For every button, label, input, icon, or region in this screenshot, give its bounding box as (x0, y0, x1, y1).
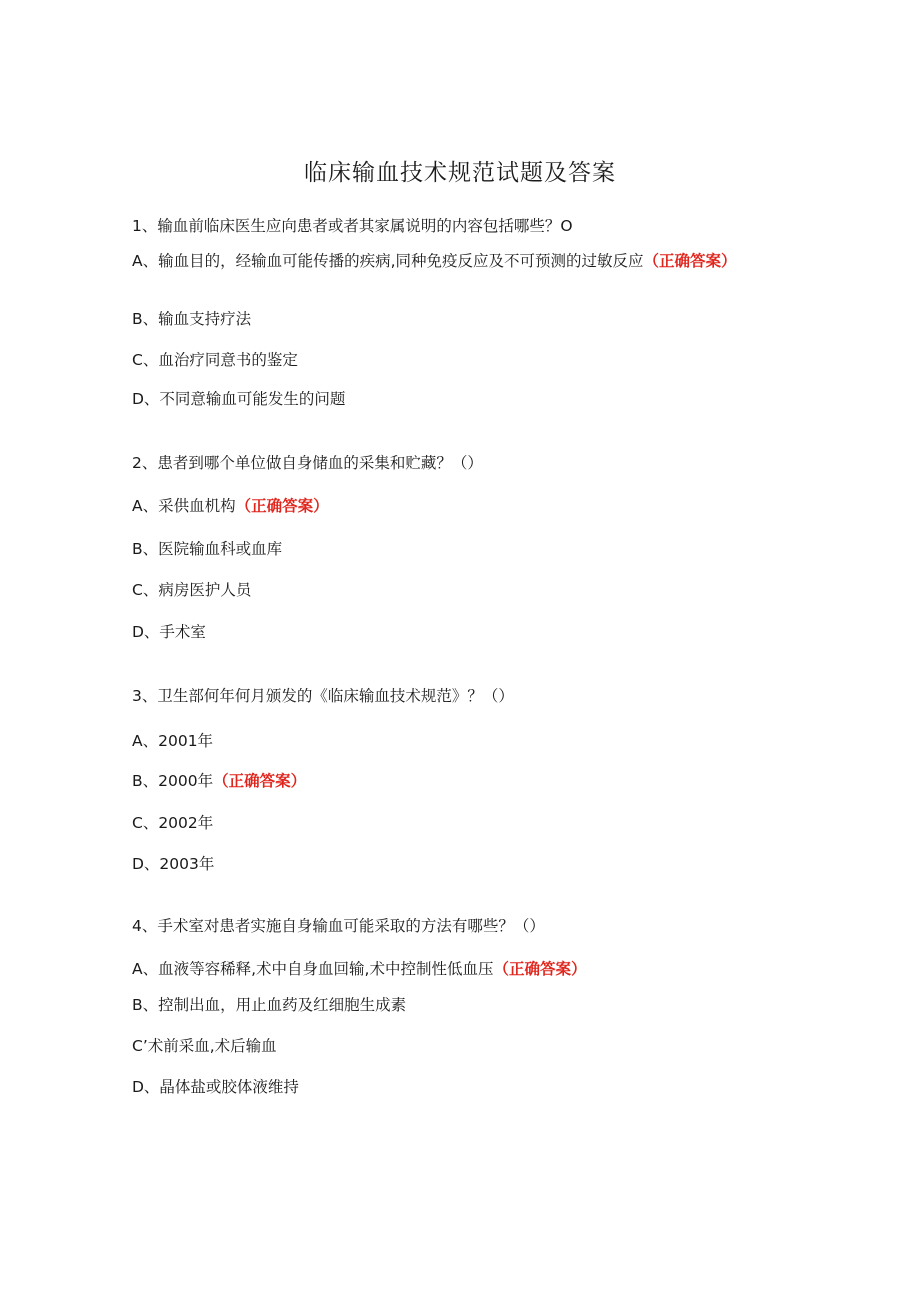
question-2-stem: 2、患者到哪个单位做自身储血的采集和贮藏？（） (132, 454, 483, 472)
option-text: A、血液等容稀释,术中自身血回输,术中控制性低血压 (132, 960, 494, 978)
question-3-option-d: D、2003年 (132, 855, 215, 873)
question-1-stem: 1、输血前临床医生应向患者或者其家属说明的内容包括哪些？O (132, 217, 573, 235)
question-1-option-c: C、血治疗同意书的鉴定 (132, 351, 298, 369)
option-text: A、采供血机构 (132, 497, 236, 515)
question-4-option-b: B、控制出血，用止血药及红细胞生成素 (132, 996, 407, 1014)
question-2-option-c: C、病房医护人员 (132, 581, 252, 599)
question-4-option-a (132, 957, 782, 982)
question-4-option-d: D、晶体盐或胶体液维持 (132, 1078, 299, 1096)
question-3-option-c: C、2002年 (132, 814, 214, 832)
question-3-stem: 3、卫生部何年何月颁发的《临床输血技术规范》？（） (132, 687, 514, 705)
question-2-option-d: D、手术室 (132, 623, 206, 641)
correct-answer-mark: （正确答案） (235, 497, 329, 515)
page-title: 临床输血技术规范试题及答案 (304, 160, 616, 186)
option-text: A、输血目的，经输血可能传播的疾病,同种免疫反应及不可预测的过敏反应 (132, 252, 644, 270)
correct-answer-mark: （正确答案） (493, 960, 587, 978)
question-1-option-d: D、不同意输血可能发生的问题 (132, 390, 346, 408)
question-4-option-c: C’术前采血,术后输血 (132, 1037, 277, 1055)
question-1-option-b: B、输血支持疗法 (132, 310, 252, 328)
question-4-stem: 4、手术室对患者实施自身输血可能采取的方法有哪些？（） (132, 917, 545, 935)
question-1-option-a (132, 249, 782, 274)
correct-answer-mark: （正确答案） (213, 772, 307, 790)
correct-answer-mark: （正确答案） (643, 252, 737, 270)
question-3-option-a: A、2001年 (132, 732, 214, 750)
question-3-option-b (132, 769, 782, 794)
question-2-option-b: B、医院输血科或血库 (132, 540, 283, 558)
option-text: B、2000年 (132, 772, 214, 790)
question-2-option-a (132, 494, 782, 519)
